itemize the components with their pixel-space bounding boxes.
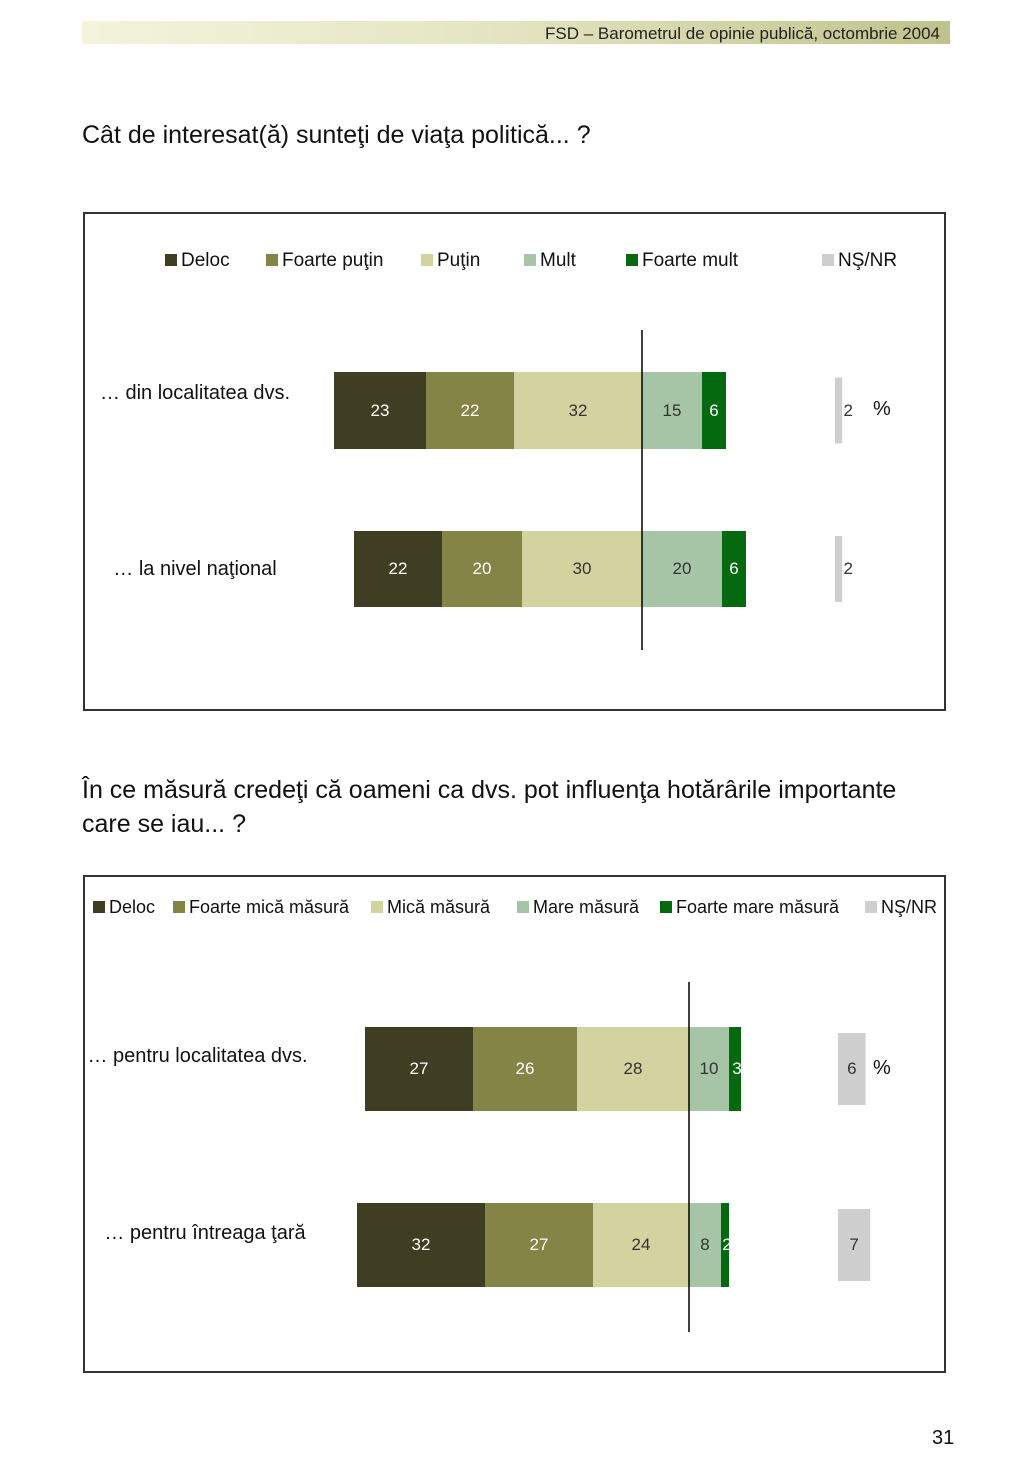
bar-value-label: 32 (568, 400, 588, 420)
chart-1-question: Cât de interesat(ă) sunteţi de viaţa politică... ? (82, 121, 591, 149)
bar-value-label-nsnr: 6 (847, 1059, 857, 1078)
legend-label: NŞ/NR (838, 250, 898, 271)
bar-value-label: 20 (672, 559, 692, 578)
bar-value-label: 15 (662, 400, 682, 420)
header-band (82, 21, 950, 44)
bar-value-label: 22 (460, 400, 480, 420)
bar-value-label: 6 (729, 559, 739, 578)
bar-value-label: 28 (623, 1059, 643, 1078)
chart-svg (85, 877, 944, 1371)
bar-value-label: 30 (572, 559, 592, 578)
chart-2 (83, 875, 946, 1373)
bar-segment-nsnr (835, 536, 842, 602)
bar-value-label-nsnr: 2 (843, 559, 853, 578)
legend-label: Foarte mare măsură (676, 897, 840, 917)
chart-2-question: În ce măsură credeţi că oameni ca dvs. pot influenţa hotărârile importante care se iau... ? (82, 776, 897, 838)
category-label: … pentru întreaga ţară (104, 1222, 306, 1244)
bar-value-label: 8 (700, 1235, 710, 1254)
legend-label: Mare măsură (533, 897, 640, 917)
bar-value-label: 23 (370, 400, 390, 420)
legend-label: Mică măsură (387, 897, 491, 917)
legend-label: Puţin (437, 250, 481, 271)
bar-value-label-nsnr: 7 (849, 1235, 859, 1254)
page-number: 31 (932, 1427, 955, 1449)
bar-value-label: 32 (411, 1235, 431, 1254)
header-title: FSD – Barometrul de opinie publică, octombrie 2004 (545, 24, 940, 43)
bar-value-label: 27 (409, 1059, 429, 1078)
percent-unit-label: % (873, 398, 891, 420)
legend-label: Foarte mult (642, 250, 739, 271)
bar-value-label-nsnr: 2 (843, 400, 853, 420)
bar-value-label: 20 (472, 559, 492, 578)
legend-label: Deloc (181, 250, 230, 271)
legend-label: Foarte mică măsură (189, 897, 350, 917)
bar-value-label: 10 (699, 1059, 719, 1078)
bar-value-label: 6 (709, 400, 719, 420)
bar-value-label: 2 (722, 1235, 732, 1254)
bar-value-label: 26 (515, 1059, 535, 1078)
legend-label: Mult (540, 250, 576, 271)
category-label: … la nivel naţional (113, 558, 277, 580)
bar-segment-nsnr (835, 378, 842, 444)
legend-label: Foarte puţin (282, 250, 384, 271)
bar-value-label: 24 (631, 1235, 651, 1254)
category-label: … pentru localitatea dvs. (87, 1045, 308, 1067)
legend-label: Deloc (109, 897, 156, 917)
bar-value-label: 27 (529, 1235, 549, 1254)
bar-value-label: 3 (732, 1059, 742, 1078)
legend-label: NŞ/NR (881, 897, 938, 917)
percent-unit-label: % (873, 1057, 891, 1079)
category-label: … din localitatea dvs. (99, 382, 291, 404)
chart-svg (85, 214, 944, 709)
bar-value-label: 22 (388, 559, 408, 578)
chart-1 (83, 212, 946, 711)
